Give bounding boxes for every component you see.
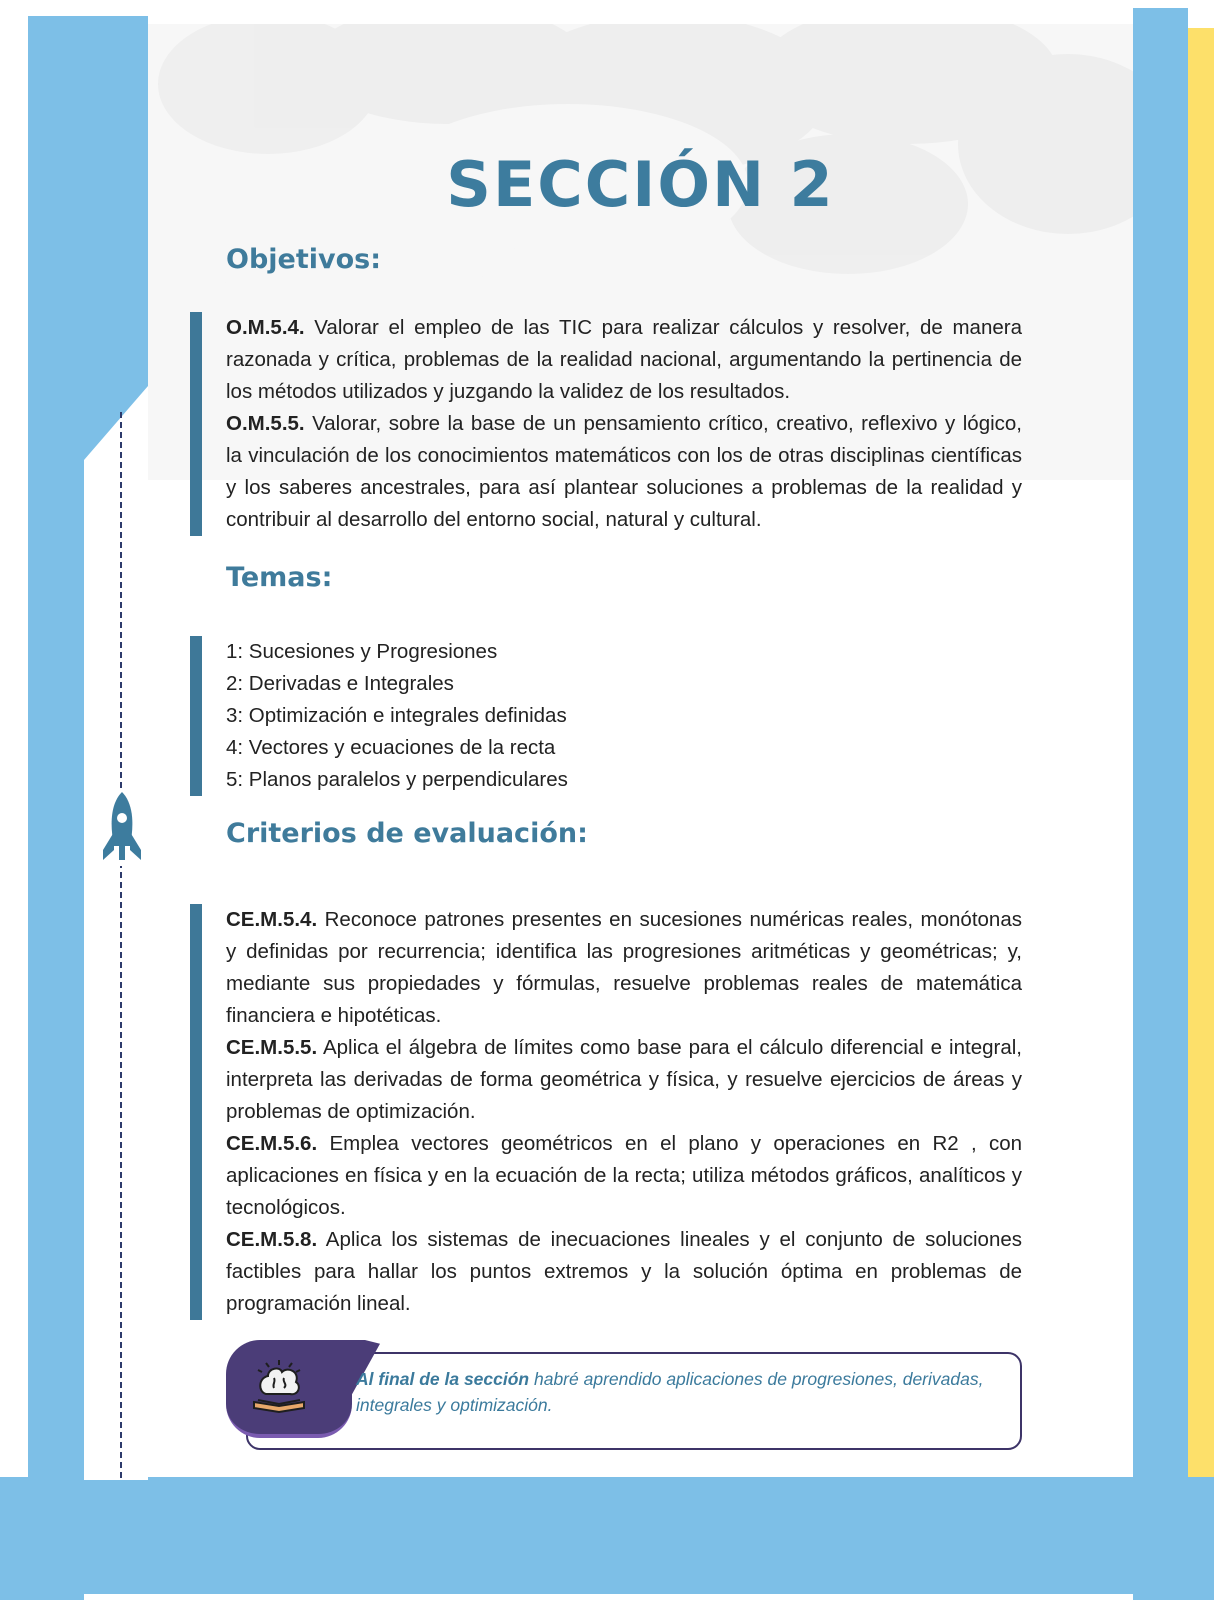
- brain-book-icon: [244, 1356, 314, 1416]
- summary-bold: Al final de la sección: [356, 1369, 530, 1389]
- criterio-code: CE.M.5.4.: [226, 908, 318, 931]
- bottom-band: [0, 1477, 1214, 1600]
- bottom-line: [84, 1594, 1133, 1600]
- objetivo-code: O.M.5.4.: [226, 316, 305, 339]
- temas-block: [190, 636, 1022, 796]
- temas-heading: Temas:: [226, 562, 333, 593]
- criterio-item: [226, 1032, 1022, 1128]
- section-title: SECCIÓN 2: [446, 148, 835, 221]
- criterio-code: CE.M.5.6.: [226, 1132, 318, 1155]
- summary-rest: habré aprendido aplicaciones de progresiones, derivadas, integrales y optimización.: [356, 1369, 984, 1415]
- objetivos-block: [190, 312, 1022, 536]
- criterio-item: [226, 1224, 1022, 1320]
- criterio-text: Aplica los sistemas de inecuaciones lineales y el conjunto de soluciones factibles para hallar los puntos extremos y la solución óptima en problemas de programación lineal.: [226, 1228, 1022, 1315]
- criterio-item: [226, 904, 1022, 1032]
- criterios-heading: Criterios de evaluación:: [226, 818, 588, 849]
- criterio-item: [226, 1128, 1022, 1224]
- summary-text: [356, 1366, 1006, 1418]
- tema-item: 2: Derivadas e Integrales: [226, 672, 454, 695]
- tema-item: 1: Sucesiones y Progresiones: [226, 640, 498, 663]
- objetivo-text: Valorar, sobre la base de un pensamiento crítico, creativo, reflexivo y lógico, la vinculación de los conocimientos matemáticos con los de otras disciplinas científicas y los saberes ancestrales, para así plantear soluciones a problemas de la realidad y contribuir al desarrollo del entorno social, natural y cultural.: [226, 412, 1022, 531]
- criterio-code: CE.M.5.5.: [226, 1036, 318, 1059]
- criterio-code: CE.M.5.8.: [226, 1228, 318, 1251]
- criterio-text: Reconoce patrones presentes en sucesiones numéricas reales, monótonas y definidas por recurrencia; identifica las progresiones aritméticas y geométricas; y, mediante sus propiedades y fórmulas, resuelve problemas reales de matemática financiera e hipotéticas.: [226, 908, 1022, 1027]
- right-yellow-band: [1188, 28, 1214, 1600]
- tema-item: 5: Planos paralelos y perpendiculares: [226, 768, 568, 791]
- right-blue-band: [1133, 8, 1188, 1600]
- criterio-text: Emplea vectores geométricos en el plano y operaciones en R2 , con aplicaciones en física y en la ecuación de la recta; utiliza métodos gráficos, analíticos y tecnológicos.: [226, 1132, 1022, 1219]
- objetivo-text: Valorar el empleo de las TIC para realizar cálculos y resolver, de manera razonada y crítica, problemas de la realidad nacional, argumentando la pertinencia de los métodos utilizados y juzgando la validez de los resultados.: [226, 316, 1022, 403]
- objetivos-heading: Objetivos:: [226, 244, 382, 275]
- tema-item: 3: Optimización e integrales definidas: [226, 704, 567, 727]
- criterios-block: [190, 904, 1022, 1320]
- objetivo-code: O.M.5.5.: [226, 412, 305, 435]
- tema-item: 4: Vectores y ecuaciones de la recta: [226, 736, 556, 759]
- temas-list: [226, 636, 1022, 796]
- rocket-icon: [100, 790, 144, 866]
- objetivo-item: [226, 408, 1022, 536]
- objetivo-item: [226, 312, 1022, 408]
- timeline-dashes: [120, 412, 122, 1478]
- criterio-text: Aplica el álgebra de límites como base para el cálculo diferencial e integral, interpreta las derivadas de forma geométrica y física, y resuelve ejercicios de áreas y problemas de optimización.: [226, 1036, 1022, 1123]
